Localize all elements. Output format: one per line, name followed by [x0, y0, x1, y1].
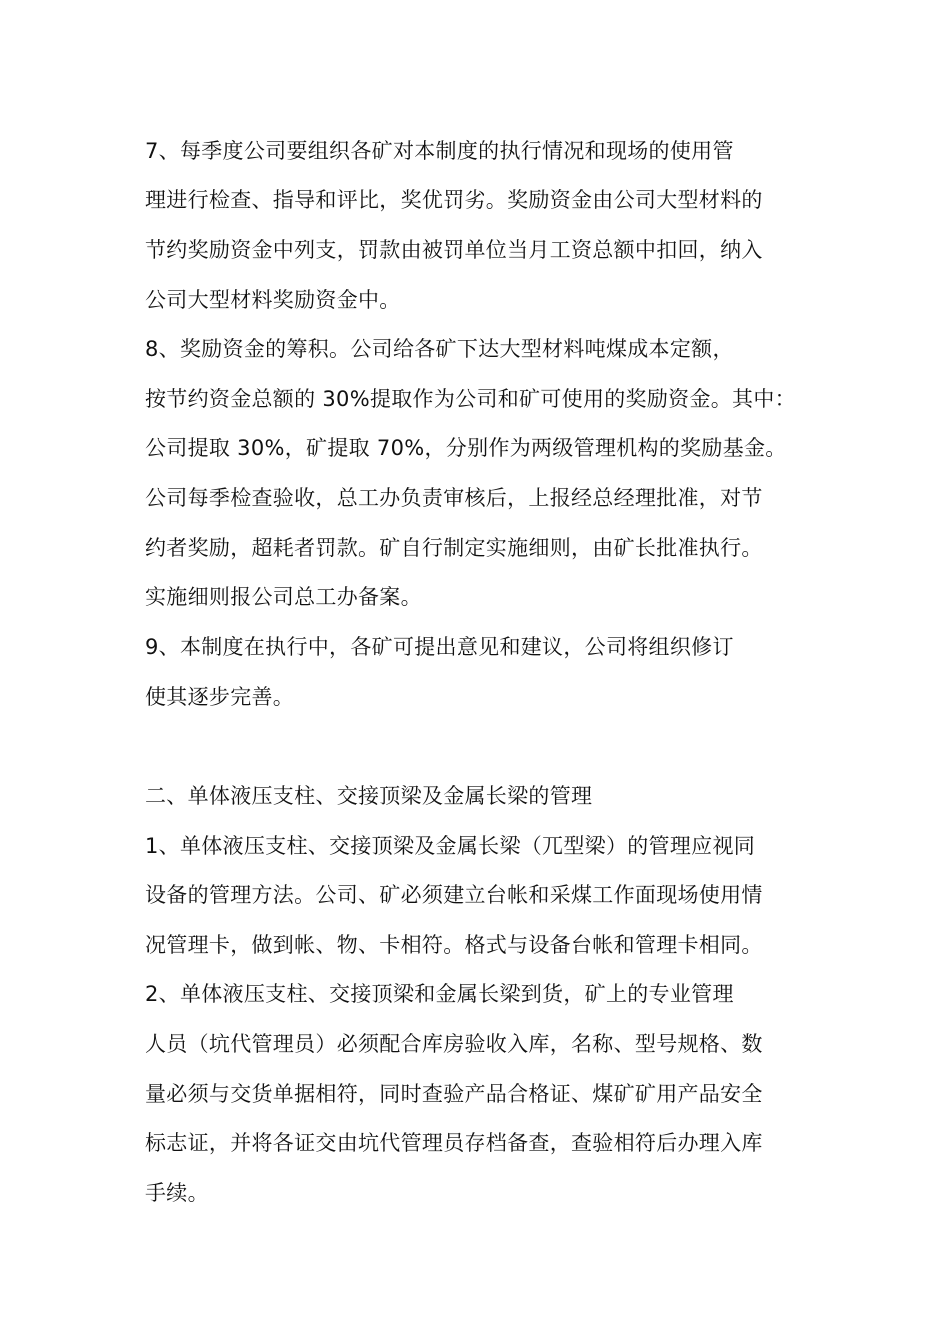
paragraph-8-line-3: 公司提取 30%，矿提取 70%，分别作为两级管理机构的奖励基金。 — [145, 436, 787, 460]
paragraph-1-line-3: 况管理卡，做到帐、物、卡相符。格式与设备台帐和管理卡相同。 — [145, 933, 763, 957]
paragraph-9-line-1: 9、本制度在执行中，各矿可提出意见和建议，公司将组织修订 — [145, 635, 734, 659]
paragraph-8-line-5: 约者奖励，超耗者罚款。矿自行制定实施细则，由矿长批准执行。 — [145, 536, 763, 560]
paragraph-8-line-2: 按节约资金总额的 30%提取作为公司和矿可使用的奖励资金。其中： — [145, 387, 796, 411]
paragraph-2-line-4: 标志证，并将各证交由坑代管理员存档备查，查验相符后办理入库 — [145, 1131, 763, 1155]
paragraph-2-line-3: 量必须与交货单据相符，同时查验产品合格证、煤矿矿用产品安全 — [145, 1082, 763, 1106]
paragraph-2-line-1: 2、单体液压支柱、交接顶梁和金属长梁到货，矿上的专业管理 — [145, 982, 734, 1006]
paragraph-2-line-2: 人员（坑代管理员）必须配合库房验收入库，名称、型号规格、数 — [145, 1032, 763, 1056]
paragraph-1-line-1: 1、单体液压支柱、交接顶梁及金属长梁（兀型梁）的管理应视同 — [145, 834, 756, 858]
paragraph-7-line-1: 7、每季度公司要组织各矿对本制度的执行情况和现场的使用管 — [145, 139, 734, 163]
paragraph-8-line-1: 8、奖励资金的筹积。公司给各矿下达大型材料吨煤成本定额， — [145, 337, 734, 361]
paragraph-9-line-2: 使其逐步完善。 — [145, 685, 295, 709]
paragraph-1-line-2: 设备的管理方法。公司、矿必须建立台帐和采煤工作面现场使用情 — [145, 883, 763, 907]
paragraph-2-line-5: 手续。 — [145, 1181, 209, 1205]
paragraph-7-line-3: 节约奖励资金中列支，罚款由被罚单位当月工资总额中扣回，纳入 — [145, 238, 763, 262]
section-heading: 二、单体液压支柱、交接顶梁及金属长梁的管理 — [145, 784, 593, 808]
paragraph-7-line-4: 公司大型材料奖励资金中。 — [145, 288, 401, 312]
paragraph-7-line-2: 理进行检查、指导和评比，奖优罚劣。奖励资金由公司大型材料的 — [145, 188, 763, 212]
paragraph-8-line-4: 公司每季检查验收，总工办负责审核后，上报经总经理批准，对节 — [145, 486, 763, 510]
paragraph-8-line-6: 实施细则报公司总工办备案。 — [145, 585, 422, 609]
